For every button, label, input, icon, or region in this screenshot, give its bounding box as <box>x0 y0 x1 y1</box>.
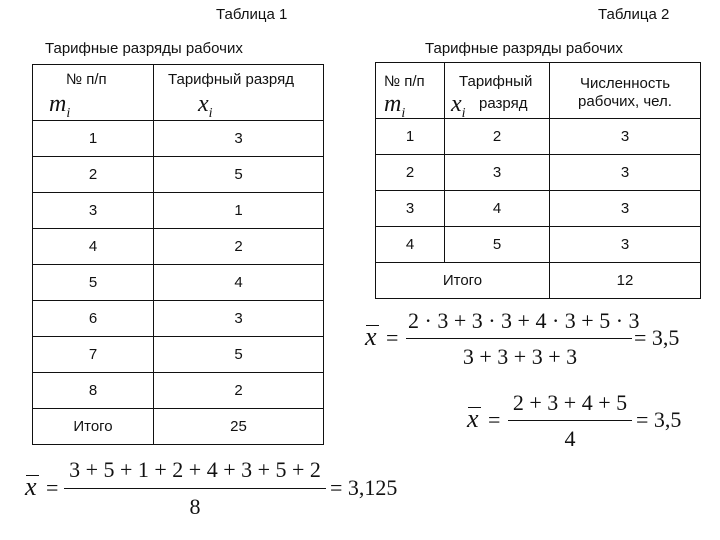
formula-numerator: 3 + 5 + 1 + 2 + 4 + 3 + 5 + 2 <box>69 457 321 482</box>
table1-header-number-label: № п/п <box>66 71 107 88</box>
table2-header-number <box>376 63 445 119</box>
row-grade: 3 <box>154 121 324 157</box>
table1-header-grade-label: Тарифный разряд <box>168 71 294 88</box>
row-number: 6 <box>33 301 154 337</box>
row-number: 7 <box>33 337 154 373</box>
m-subscript: i <box>401 105 406 121</box>
row-number: 4 <box>376 227 445 263</box>
table1-caption: Таблица 1 <box>216 6 288 23</box>
row-grade: 2 <box>154 373 324 409</box>
formula-result: = 3,125 <box>330 475 398 500</box>
table1-total-row <box>33 409 324 445</box>
row-number: 2 <box>376 155 445 191</box>
x-bar-symbol: x <box>365 322 377 352</box>
row-number: 5 <box>33 265 154 301</box>
x-bar-symbol: x <box>25 472 37 502</box>
x-symbol: x <box>198 91 209 117</box>
table2-header-count <box>550 63 701 119</box>
table1-title: Тарифные разряды рабочих <box>45 40 243 57</box>
row-number: 4 <box>33 229 154 265</box>
table-row <box>33 121 324 157</box>
table-row <box>33 193 324 229</box>
table-row <box>33 265 324 301</box>
x-subscript: i <box>461 105 466 121</box>
table-row <box>33 373 324 409</box>
row-grade: 4 <box>445 191 550 227</box>
row-count: 3 <box>550 191 701 227</box>
table2-header-count-line2: рабочих, чел. <box>578 93 672 110</box>
row-number: 3 <box>33 193 154 229</box>
row-grade: 2 <box>445 119 550 155</box>
table2 <box>375 62 701 299</box>
fraction-line <box>64 488 326 489</box>
row-count: 3 <box>550 155 701 191</box>
table2-header-grade <box>445 63 550 119</box>
table1-header-row <box>33 65 324 121</box>
table1-header-grade-symbol <box>198 91 213 122</box>
table2-header-count-line1: Численность <box>579 75 671 92</box>
equals-sign: = <box>46 475 59 500</box>
row-grade: 5 <box>445 227 550 263</box>
row-grade: 4 <box>154 265 324 301</box>
total-value: 25 <box>154 409 324 445</box>
row-count: 3 <box>550 119 701 155</box>
table1-header-grade <box>154 65 324 121</box>
table2-caption: Таблица 2 <box>598 6 670 23</box>
formula-numerator: 2 + 3 + 4 + 5 <box>512 390 628 415</box>
row-count: 3 <box>550 227 701 263</box>
table-row <box>376 191 701 227</box>
table2-header-grade-symbol <box>451 91 466 122</box>
equals-sign: = <box>386 325 399 350</box>
row-number: 1 <box>33 121 154 157</box>
formula-denominator: 3 + 3 + 3 + 3 <box>462 344 578 369</box>
x-symbol: x <box>451 91 462 117</box>
row-number: 8 <box>33 373 154 409</box>
total-label: Итого <box>376 263 550 299</box>
x-subscript: i <box>208 105 213 121</box>
m-subscript: i <box>66 105 71 121</box>
table2-header-number-symbol <box>384 91 405 122</box>
table-row <box>376 155 701 191</box>
table2-header-row <box>376 63 701 119</box>
table-row <box>33 229 324 265</box>
formula-result: = 3,5 <box>636 407 682 432</box>
table2-header-grade-label-top: Тарифный <box>459 73 533 90</box>
table-row <box>376 119 701 155</box>
table-row <box>33 337 324 373</box>
row-grade: 1 <box>154 193 324 229</box>
row-number: 3 <box>376 191 445 227</box>
formula-numerator: 2 · 3 + 3 · 3 + 4 · 3 + 5 · 3 <box>408 308 640 333</box>
row-grade: 2 <box>154 229 324 265</box>
equals-sign: = <box>488 407 501 432</box>
fraction-line <box>508 420 632 421</box>
table2-title: Тарифные разряды рабочих <box>425 40 623 57</box>
x-bar-symbol: x <box>467 404 479 434</box>
table2-header-number-label: № п/п <box>384 73 425 90</box>
row-grade: 5 <box>154 157 324 193</box>
table1 <box>32 64 324 445</box>
row-grade: 3 <box>445 155 550 191</box>
m-symbol: m <box>49 91 67 117</box>
table-row <box>33 301 324 337</box>
table1-header-number <box>33 65 154 121</box>
table2-total-row <box>376 263 701 299</box>
total-label: Итого <box>33 409 154 445</box>
formula-denominator: 8 <box>189 494 201 519</box>
fraction-line <box>406 338 632 339</box>
table-row <box>376 227 701 263</box>
table1-header-number-symbol <box>49 91 70 122</box>
row-grade: 3 <box>154 301 324 337</box>
m-symbol: m <box>384 91 402 117</box>
row-grade: 5 <box>154 337 324 373</box>
formula-result: = 3,5 <box>634 325 680 350</box>
table-row <box>33 157 324 193</box>
formula-denominator: 4 <box>564 426 576 451</box>
row-number: 1 <box>376 119 445 155</box>
total-value: 12 <box>550 263 701 299</box>
table2-header-grade-label-bottom: разряд <box>479 95 528 112</box>
row-number: 2 <box>33 157 154 193</box>
